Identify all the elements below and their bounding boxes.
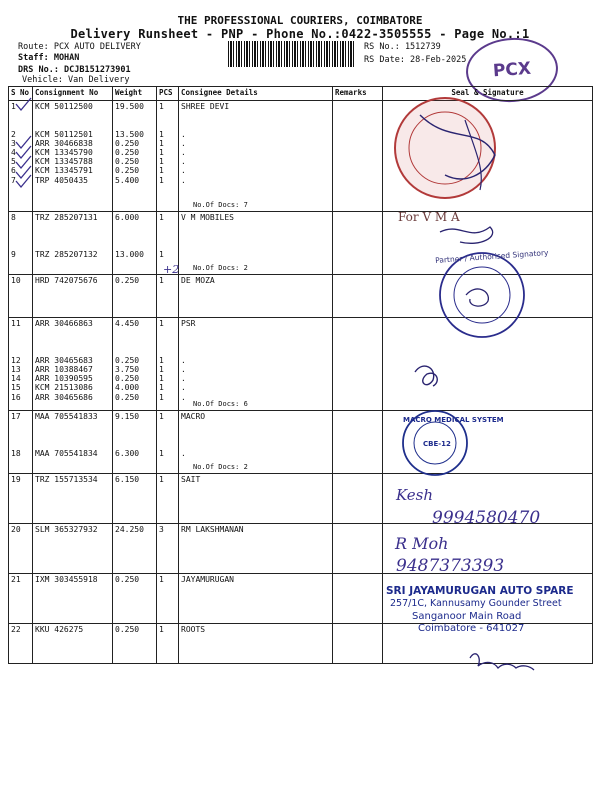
pcs-cell-text: 1 — [159, 276, 164, 285]
consignee-cell-text: SHREE DEVI . . . . . . — [181, 102, 230, 185]
consignment-cell-text: TRZ 155713534 — [35, 475, 98, 484]
jaya-stamp-line2: 257/1C, Kannusamy Gounder Street — [390, 598, 562, 609]
rm-handwriting: R Moh — [395, 534, 449, 553]
sno-cell-text: 20 — [11, 525, 21, 534]
pcx-stamp: PCX — [464, 35, 560, 105]
runsheet-title: Delivery Runsheet - PNP - Phone No.:0422-3505555 - Page No.:1 — [70, 27, 530, 41]
pcs-cell-text: 1 1 — [159, 412, 164, 458]
weight-cell-text: 6.000 13.000 — [115, 213, 144, 259]
weight-cell-text: 4.450 0.250 3.750 0.250 4.000 0.250 — [115, 319, 140, 402]
weight-cell-text: 6.150 — [115, 475, 140, 484]
consignment-cell-text: HRD 742075676 — [35, 276, 98, 285]
vm-mobiles-signature-icon — [440, 227, 493, 243]
pcs-cell-text: 1 — [159, 475, 164, 484]
docs-count: No.Of Docs: 7 — [193, 200, 248, 209]
col-sno: S No — [9, 87, 33, 101]
jaya-stamp-line4: Coimbatore - 641027 — [418, 623, 525, 634]
roots-signature-icon — [470, 654, 534, 670]
weight-cell-text: 0.250 — [115, 276, 140, 285]
de-moza-seal-icon — [440, 253, 524, 337]
sno-cell-text: 22 — [11, 625, 21, 634]
consignment-cell-text: IXM 303455918 — [35, 575, 98, 584]
col-remarks: Remarks — [333, 87, 383, 101]
weight-cell-text: 9.150 6.300 — [115, 412, 140, 458]
sno-cell-text: 21 — [11, 575, 21, 584]
vm-seal-text: For V M A — [398, 210, 460, 224]
consignee-cell-text: V M MOBILES — [181, 213, 234, 222]
staff-label: Staff: MOHAN — [18, 53, 80, 63]
consignee-cell-text: RM LAKSHMANAN — [181, 525, 244, 534]
company-title: THE PROFESSIONAL COURIERS, COIMBATORE — [177, 14, 423, 27]
consignee-cell-text: JAYAMURUGAN — [181, 575, 234, 584]
col-seal: Seal & Signature — [383, 87, 593, 101]
pcs-cell-text: 3 — [159, 525, 164, 534]
drs-number: DRS No.: DCJB151273901 — [18, 65, 131, 75]
weight-cell-text: 24.250 — [115, 525, 144, 534]
col-pcs: PCS — [157, 87, 179, 101]
col-weight: Weight — [113, 87, 157, 101]
vm-seal-role: Partner / Authorised Signatory — [434, 248, 549, 265]
consignment-cell-text: KKU 426275 — [35, 625, 84, 634]
macro-seal-text: MACRO MEDICAL SYSTEM — [403, 416, 504, 424]
vehicle-label: Vehicle: Van Delivery — [22, 75, 130, 85]
jaya-stamp-line1: SRI JAYAMURUGAN AUTO SPARE — [386, 585, 574, 597]
pcs-correction: +2 — [163, 263, 180, 276]
sno-cell-text: 1 2 3 4 5 6 7 — [11, 102, 16, 185]
col-consignee: Consignee Details — [179, 87, 333, 101]
pcs-cell-text: 1 1 — [159, 213, 164, 259]
consignment-cell-text: TRZ 285207131 TRZ 285207132 — [35, 213, 98, 259]
sno-cell-text: 8 9 — [11, 213, 16, 259]
consignment-cell-text: ARR 30466863 ARR 30465683 ARR 10388467 ARR 10390595 KCM 21513086 ARR 30465686 — [35, 319, 93, 402]
docs-count: No.Of Docs: 2 — [193, 263, 248, 272]
consignee-cell-text: ROOTS — [181, 625, 206, 634]
consignee-cell-text: PSR . . . . . — [181, 319, 196, 402]
col-consignment: Consignment No — [33, 87, 113, 101]
weight-cell-text: 0.250 — [115, 625, 140, 634]
sno-cell-text: 11 12 13 14 15 16 — [11, 319, 21, 402]
consignee-cell-text: MACRO . — [181, 412, 206, 458]
rs-number: RS No.: 1512739 — [364, 42, 441, 52]
pcs-cell-text: 1 1 1 1 1 1 1 — [159, 102, 164, 185]
consignee-cell-text: DE MOZA — [181, 276, 215, 285]
sait-phone: 9994580470 — [432, 508, 541, 528]
consignee-cell-text: SAIT — [181, 475, 201, 484]
docs-count: No.Of Docs: 2 — [193, 462, 248, 471]
docs-count: No.Of Docs: 6 — [193, 399, 248, 408]
pcs-cell-text: 1 1 1 1 1 1 — [159, 319, 164, 402]
sno-cell-text: 17 18 — [11, 412, 21, 458]
route-label: Route: PCX AUTO DELIVERY — [18, 42, 141, 52]
tick-marks — [16, 98, 31, 187]
pcs-cell-text: 1 — [159, 575, 164, 584]
sno-cell-text: 10 — [11, 276, 21, 285]
jaya-stamp-line3: Sanganoor Main Road — [412, 611, 522, 622]
psr-signature-icon — [415, 366, 437, 386]
rm-phone: 9487373393 — [396, 556, 505, 576]
sait-handwriting: Kesh — [396, 486, 434, 504]
consignment-cell-text: MAA 705541833 MAA 705541834 — [35, 412, 98, 458]
rs-date: RS Date: 28-Feb-2025 — [364, 55, 467, 65]
pcs-cell-text: 1 — [159, 625, 164, 634]
macro-seal-city: CBE-12 — [423, 440, 451, 448]
shree-devi-seal-icon — [395, 98, 495, 198]
weight-cell-text: 19.500 13.500 0.250 0.250 0.250 0.250 5.400 — [115, 102, 144, 185]
consignment-cell-text: SLM 365327932 — [35, 525, 98, 534]
consignment-cell-text: KCM 50112500 KCM 50112501 ARR 30466838 KCM 13345790 KCM 13345788 KCM 13345791 TRP 4050435 — [35, 102, 93, 185]
sno-cell-text: 19 — [11, 475, 21, 484]
weight-cell-text: 0.250 — [115, 575, 140, 584]
